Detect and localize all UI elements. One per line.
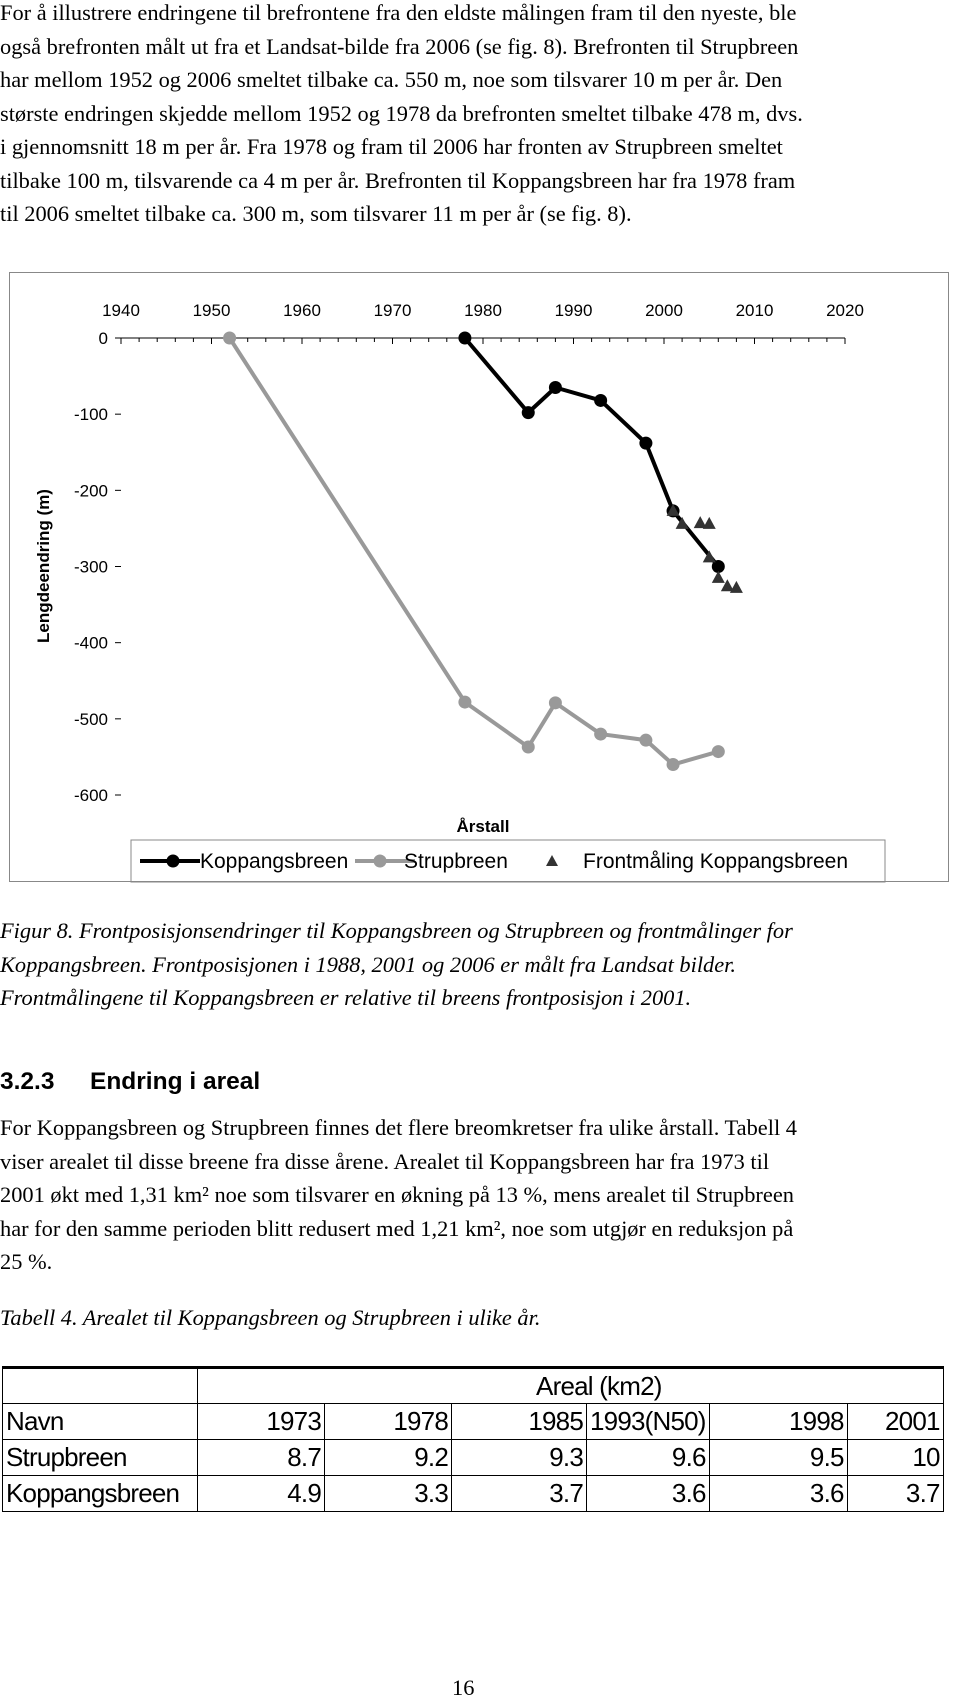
table-cell: 8.7 — [198, 1440, 325, 1476]
y-tick-label: -200 — [73, 481, 108, 501]
table-row — [3, 1440, 944, 1476]
table-cell: 4.9 — [198, 1476, 325, 1512]
intro-line: tilbake 100 m, tilsvarende ca 4 m per år. Brefronten til Koppangsbreen har fra 1978 fram — [0, 167, 796, 193]
area-line: 25 %. — [0, 1249, 53, 1274]
table-header-year: 1973 — [198, 1404, 325, 1440]
x-tick-label: 1990 — [554, 301, 593, 320]
legend-label: Koppangsbreen — [200, 850, 349, 873]
area-line: For Koppangsbreen og Strupbreen finnes det flere breomkretser fra ulike årstall. Tabell 4 — [0, 1115, 797, 1140]
x-tick-label: 1960 — [283, 301, 321, 320]
y-axis-label: Lengdeendring (m) — [34, 489, 53, 643]
table-row — [3, 1476, 944, 1512]
series-point-triangle — [703, 517, 716, 529]
legend-label: Strupbreen — [404, 850, 508, 873]
figure-caption-line: Frontmålingene til Koppangsbreen er relative til breens frontposisjon i 2001. — [0, 985, 692, 1010]
y-tick-label: -300 — [73, 557, 108, 577]
table-row-name: Strupbreen — [3, 1440, 198, 1476]
figure-caption-line: Koppangsbreen. Frontposisjonen i 1988, 2001 og 2006 er målt fra Landsat bilder. — [0, 951, 737, 977]
series-line-1 — [230, 338, 719, 765]
table-cell: 3.3 — [325, 1476, 452, 1512]
y-tick-label: -400 — [73, 633, 108, 653]
area-paragraph — [0, 1111, 952, 1279]
series-point — [639, 437, 652, 450]
legend-label: Frontmåling Koppangsbreen — [583, 850, 849, 873]
table-header-year: 1978 — [325, 1404, 452, 1440]
section-heading — [0, 1068, 260, 1096]
x-tick-label: 1940 — [102, 301, 140, 320]
table-header-year: 1985 — [452, 1404, 587, 1440]
table-cell: 3.6 — [709, 1476, 847, 1512]
area-line: viser arealet til disse breene fra disse årene. Arealet til Koppangsbreen har fra 1973 til — [0, 1148, 770, 1174]
series-point — [522, 741, 535, 754]
table-cell: 3.7 — [847, 1476, 943, 1512]
x-tick-label: 1980 — [464, 301, 502, 320]
figure-caption — [0, 914, 952, 1015]
figure-caption-line: Figur 8. Frontposisjonsendringer til Koppangsbreen og Strupbreen og frontmålinger for — [0, 918, 793, 943]
series-point — [594, 728, 607, 741]
table-header-row — [3, 1404, 944, 1440]
table-cell: 9.2 — [325, 1440, 452, 1476]
table-cell: 9.6 — [587, 1440, 710, 1476]
intro-line: For å illustrere endringene til brefrontene fra den eldste målingen fram til den nyeste, ble — [0, 0, 797, 25]
section-number: 3.2.3 — [0, 1068, 55, 1095]
series-point-triangle — [712, 571, 725, 583]
table-header-year: 1998 — [709, 1404, 847, 1440]
series-point — [667, 758, 680, 771]
table-group-header-row — [3, 1368, 944, 1404]
intro-line: har mellom 1952 og 2006 smeltet tilbake ca. 550 m, noe som tilsvarer 10 m per år. Den — [0, 67, 783, 92]
y-tick-label: -500 — [73, 709, 108, 729]
area-table — [2, 1366, 944, 1512]
table-header-year: 2001 — [847, 1404, 943, 1440]
table-row-name: Koppangsbreen — [3, 1476, 198, 1512]
x-tick-label: 1950 — [192, 301, 231, 320]
table-group-header: Areal (km2) — [198, 1368, 944, 1404]
y-tick-label: -100 — [73, 405, 108, 425]
table-header-year: 1993(N50) — [587, 1404, 710, 1440]
table-cell: 10 — [847, 1440, 943, 1476]
table-caption: Tabell 4. Arealet til Koppangsbreen og Strupbreen i ulike år. — [0, 1305, 541, 1330]
x-tick-label: 2010 — [735, 301, 774, 320]
legend-marker — [546, 855, 558, 866]
series-point — [549, 696, 562, 709]
table-cell: 3.7 — [452, 1476, 587, 1512]
table-cell: 9.5 — [709, 1440, 847, 1476]
y-tick-label: -600 — [73, 786, 108, 805]
legend-marker — [167, 855, 180, 868]
intro-line: i gjennomsnitt 18 m per år. Fra 1978 og fram til 2006 har fronten av Strupbreen smeltet — [0, 134, 783, 159]
area-line: 2001 økt med 1,31 km² noe som tilsvarer en økning på 13 %, mens arealet til Strupbreen — [0, 1182, 794, 1207]
section-title: Endring i areal — [90, 1068, 261, 1095]
series-point — [549, 381, 562, 394]
intro-line: også brefronten målt ut fra et Landsat-bilde fra 2006 (se fig. 8). Brefronten til Strupbreen — [0, 33, 799, 59]
series-point — [458, 696, 471, 709]
legend-marker — [374, 855, 387, 868]
x-tick-label: 2020 — [826, 301, 864, 320]
x-axis-label: Årstall — [456, 817, 510, 836]
x-tick-label: 1970 — [373, 301, 412, 320]
table-cell: 3.6 — [587, 1476, 710, 1512]
x-tick-label: 2000 — [645, 301, 683, 320]
intro-line: største endringen skjedde mellom 1952 og 1978 da brefronten smeltet tilbake 478 m, dvs. — [0, 100, 803, 126]
area-line: har for den samme perioden blitt redusert med 1,21 km², noe som utgjør en reduksjon på — [0, 1215, 794, 1241]
table-cell — [3, 1368, 198, 1404]
series-point — [594, 394, 607, 407]
intro-line: til 2006 smeltet tilbake ca. 300 m, som tilsvarer 11 m per år (se fig. 8). — [0, 201, 632, 226]
series-point — [223, 332, 236, 345]
table-header-name: Navn — [3, 1404, 198, 1440]
table-cell: 9.3 — [452, 1440, 587, 1476]
series-point — [712, 745, 725, 758]
series-point — [522, 406, 535, 419]
page-number: 16 — [452, 1675, 475, 1700]
series-point — [639, 734, 652, 747]
series-point — [458, 332, 471, 345]
y-tick-label: 0 — [98, 329, 108, 348]
series-point-triangle — [730, 581, 743, 593]
series-line-0 — [465, 338, 718, 567]
